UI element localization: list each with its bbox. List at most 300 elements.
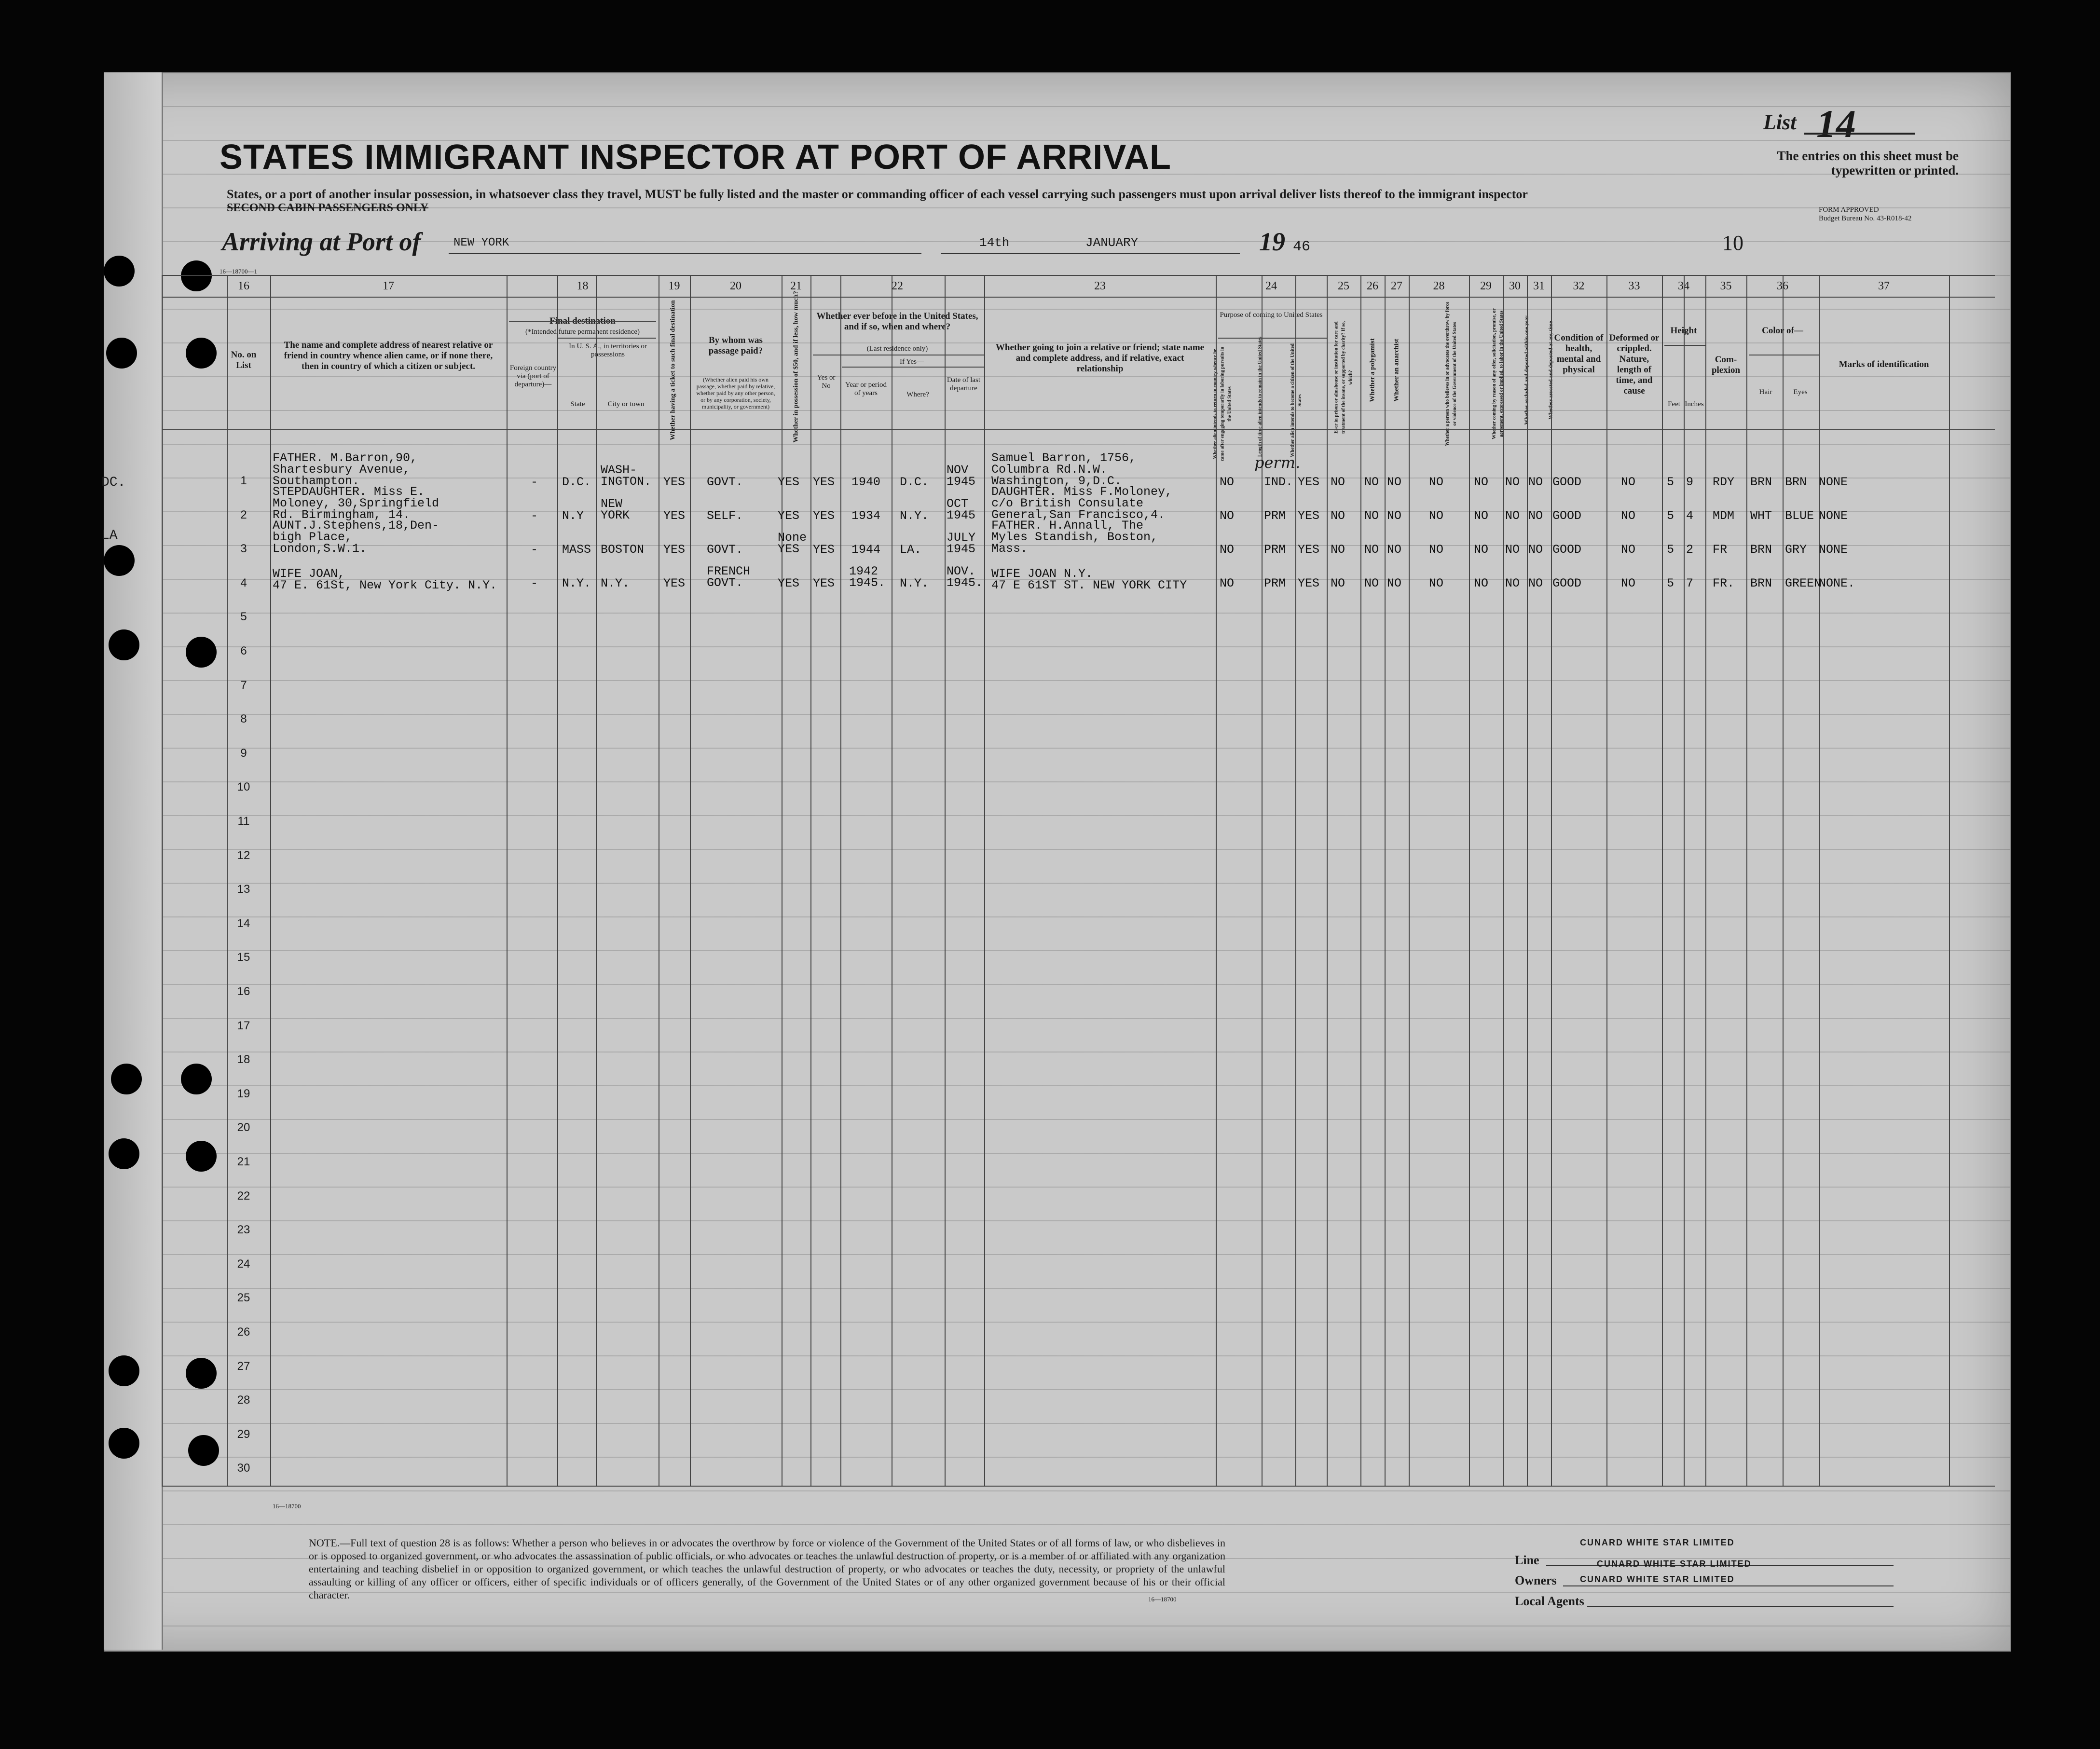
- header-eyes: Eyes: [1793, 388, 1808, 396]
- grid-vline: [1360, 275, 1361, 1486]
- header-anarchist: Whether an anarchist: [1393, 339, 1400, 402]
- grid-vline: [1949, 275, 1950, 1486]
- relative-address: Rd. Birmingham, 14.: [273, 508, 411, 522]
- destination-state: N.Y: [562, 509, 584, 523]
- join-relative: Washington, 9,D.C.: [991, 474, 1122, 488]
- row-number: 14: [237, 916, 250, 930]
- punch-hole: [186, 637, 217, 668]
- excluded-value: NO: [1505, 509, 1520, 523]
- foreign-country: -: [531, 475, 538, 489]
- col-num: 36: [1777, 280, 1788, 292]
- fifty-dollars: YES: [778, 542, 800, 556]
- grid-subline: [842, 367, 984, 368]
- grid-vline: [690, 275, 691, 1486]
- height-feet: 5: [1667, 576, 1675, 590]
- join-relative: Samuel Barron, 1756,: [991, 451, 1137, 465]
- row-number: 9: [240, 746, 247, 760]
- header-foreign-country: Foreign country via (port of departure)—: [509, 364, 557, 388]
- year-prefix: 19: [1259, 227, 1285, 256]
- hair-value: BRN: [1750, 576, 1772, 590]
- col-num: 29: [1480, 280, 1492, 292]
- marks-value: NONE: [1819, 475, 1848, 489]
- before-us: YES: [813, 543, 835, 557]
- relative-address: FATHER. M.Barron,90,: [273, 451, 418, 465]
- destination-state: MASS: [562, 543, 591, 557]
- header-complexion: Com-plexion: [1711, 355, 1741, 375]
- col-num: 25: [1338, 280, 1349, 292]
- relative-address: London,S.W.1.: [273, 542, 367, 556]
- join-relative: FATHER. H.Annall, The: [991, 519, 1144, 533]
- col-num: 35: [1720, 280, 1732, 292]
- complexion-value: MDM: [1713, 509, 1735, 523]
- row-number: 3: [240, 542, 247, 556]
- col-num: 20: [730, 280, 741, 292]
- row-number: 30: [237, 1462, 250, 1475]
- punch-hole: [186, 338, 217, 369]
- page-title: STATES IMMIGRANT INSPECTOR AT PORT OF ARRIVAL: [220, 138, 1171, 177]
- grid-subline: [509, 321, 656, 322]
- col-num: 19: [668, 280, 680, 292]
- grid-vline: [1469, 275, 1470, 1486]
- punch-hole: [111, 1064, 142, 1094]
- punch-hole: [104, 256, 135, 287]
- punch-hole: [186, 1358, 217, 1389]
- row-number: 13: [237, 883, 250, 896]
- header-arrested: Whether arrested and deported at any time: [1548, 321, 1554, 420]
- header-passage: By whom was passage paid?: [708, 335, 763, 356]
- row-number: 5: [240, 610, 247, 624]
- row-number: 19: [237, 1087, 250, 1100]
- row-number: 11: [237, 815, 250, 828]
- row-number: 12: [237, 848, 250, 862]
- foreign-country: -: [531, 509, 538, 523]
- col-num: 37: [1878, 280, 1890, 292]
- ticket-value: YES: [663, 576, 686, 590]
- line-label: Line: [1515, 1553, 1539, 1567]
- destination-city: NEW: [601, 497, 623, 511]
- col-num: 27: [1391, 280, 1402, 292]
- entries-note: The entries on this sheet must be typewritten or printed.: [1777, 149, 1959, 178]
- destination-city: N.Y.: [601, 576, 630, 590]
- list-number: 14: [1816, 102, 1856, 146]
- row-number: 8: [240, 712, 247, 726]
- complexion-value: RDY: [1713, 475, 1735, 489]
- col-num: 30: [1509, 280, 1521, 292]
- binding-strip: [104, 72, 163, 1650]
- header-purpose-a: Whether alien intends to return to country whence he came after engaging temporarily in laboring pursuits in the United States: [1212, 346, 1233, 462]
- grid-vline: [507, 275, 508, 1486]
- punch-hole: [109, 629, 139, 660]
- punch-hole: [181, 260, 212, 291]
- deformed-value: NO: [1621, 576, 1636, 590]
- destination-city: INGTON.: [601, 475, 652, 489]
- eyes-value: BRN: [1785, 475, 1807, 489]
- hair-value: BRN: [1750, 475, 1772, 489]
- row-number: 16: [237, 985, 250, 998]
- passage-paid: SELF.: [707, 509, 743, 523]
- margin-note-row-3: LA: [101, 528, 118, 543]
- owners-label: Owners: [1515, 1573, 1557, 1587]
- header-color-of: Color of—: [1762, 326, 1803, 336]
- grid-hline: [162, 297, 1995, 298]
- grid-vline: [1705, 275, 1706, 1486]
- destination-city: YORK: [601, 508, 630, 522]
- owners-underline: [1563, 1585, 1894, 1586]
- arrested-value: NO: [1528, 475, 1543, 489]
- polygamist-value: NO: [1364, 576, 1379, 590]
- company-stamp-line: CUNARD WHITE STAR LIMITED: [1597, 1559, 1752, 1569]
- height-inches: 9: [1686, 475, 1694, 489]
- header-purpose: Purpose of coming to United States: [1220, 311, 1323, 319]
- grid-vline: [596, 275, 597, 1486]
- deformed-value: NO: [1621, 509, 1636, 523]
- departure-date: NOV.: [947, 564, 976, 578]
- grid-subline: [1218, 338, 1327, 339]
- grid-vline: [1606, 275, 1607, 1486]
- departure-date: 1945.: [947, 576, 983, 590]
- prison-value: NO: [1331, 543, 1345, 557]
- arrested-value: NO: [1528, 543, 1543, 557]
- foreign-country: -: [531, 543, 538, 557]
- arrested-value: NO: [1528, 509, 1543, 523]
- grid-vline: [162, 275, 163, 1486]
- grid-vline: [1385, 275, 1386, 1486]
- row-number: 27: [237, 1359, 250, 1373]
- row-number: 1: [240, 474, 247, 487]
- marks-value: NONE: [1819, 509, 1848, 523]
- header-before-us: Whether ever before in the United States, and if so, when and where?: [816, 311, 978, 332]
- relative-address: STEPDAUGHTER. Miss E.: [273, 485, 425, 499]
- grid-hline: [162, 429, 1995, 430]
- arriving-label: Arriving at Port of: [222, 227, 421, 256]
- header-last-residence: (Last residence only): [866, 345, 928, 353]
- labor-value: NO: [1474, 509, 1489, 523]
- anarchist-value: NO: [1387, 509, 1402, 523]
- purpose-citizen: YES: [1298, 509, 1320, 523]
- destination-state: D.C.: [562, 475, 591, 489]
- year-period: 1934: [851, 509, 881, 523]
- agents-underline: [1587, 1606, 1894, 1607]
- complexion-value: FR: [1713, 543, 1728, 557]
- before-us: YES: [813, 509, 835, 523]
- header-height: Height: [1670, 326, 1697, 336]
- complexion-value: FR.: [1713, 576, 1735, 590]
- fifty-dollars: None: [778, 531, 807, 545]
- join-relative: Myles Standish, Boston,: [991, 530, 1158, 544]
- destination-city: WASH-: [601, 463, 637, 477]
- ticket-value: YES: [663, 475, 686, 489]
- labor-value: NO: [1474, 475, 1489, 489]
- fifty-dollars: YES: [778, 509, 800, 523]
- footer-note: NOTE.—Full text of question 28 is as follows: Whether a person who believes in or advocates the overthrow by force or violence of the Government of the United States or of all forms of law, or who disbelieves in or is opposed to organized government, or who advocates the assassination of public officials, or who advocates or teaches the unlawful destruction of property, or is a member of or affiliated with any organization entertaining and teaching disbelief in or opposition to organized government, or which teaches the unlawful destruction of property, or who advocates or teaches the duty, necessity, or propriety of the unlawful assaulting or killing of any officer or officers, either of specific individuals or of officers generally, of the Government of the United States or of any other organized government because of his or their official character.: [309, 1537, 1225, 1601]
- punch-hole: [106, 338, 137, 369]
- header-prison: Ever in prison or almshouse or institution for care and treatment of the insane, or supported by charity? If so, which?: [1333, 321, 1354, 434]
- punch-hole: [109, 1428, 139, 1459]
- height-feet: 5: [1667, 475, 1675, 489]
- header-passage-note: (Whether alien paid his own passage, whether paid by relative, whether paid by any other person, or by any corporation, society, municipality, or government): [696, 376, 775, 410]
- punch-hole: [186, 1141, 217, 1172]
- departure-date: 1945: [947, 508, 976, 522]
- list-label: List: [1763, 110, 1797, 134]
- purpose-citizen: YES: [1298, 543, 1320, 557]
- health-value: GOOD: [1552, 509, 1582, 523]
- eyes-value: GREEN: [1785, 576, 1822, 590]
- instruction-text: States, or a port of another insular possession, in whatsoever class they travel, MUST be fully listed and the master or commanding officer of each vessel carrying such passengers must upon arrival deliver lists thereof to the immigrant inspector: [227, 187, 1528, 201]
- header-excluded: Whether excluded and deported within one year: [1524, 315, 1530, 425]
- ticket-value: YES: [663, 543, 686, 557]
- height-inches: 7: [1686, 576, 1694, 590]
- form-approved: [1819, 205, 1963, 223]
- relative-address: WIFE JOAN,: [273, 567, 345, 581]
- relative-address: Southampton.: [273, 474, 360, 488]
- punch-hole: [109, 1355, 139, 1386]
- header-possession-50: Whether in possession of $50, and if less, how much?: [792, 291, 800, 443]
- health-value: GOOD: [1552, 543, 1582, 557]
- grid-vline: [1551, 275, 1552, 1486]
- col-num: 18: [576, 280, 589, 292]
- grid-vline: [1409, 275, 1410, 1486]
- row-number: 23: [237, 1223, 250, 1237]
- anarchist-value: NO: [1387, 475, 1402, 489]
- grid-vline: [557, 275, 558, 1486]
- header-marks: Marks of identification: [1839, 359, 1929, 369]
- grid-vline: [840, 275, 841, 1486]
- grid-vline: [1216, 275, 1217, 1486]
- grid-vline: [1746, 275, 1747, 1486]
- foreign-country: -: [531, 576, 538, 590]
- budget-bureau: Budget Bureau No. 43-R018-42: [1819, 215, 1912, 222]
- header-purpose-b: Length of time alien intends to remain in the United States: [1257, 336, 1263, 457]
- year-period: 1940: [851, 475, 881, 489]
- grid-vline: [1819, 275, 1820, 1486]
- purpose-return: NO: [1220, 509, 1235, 523]
- note-code: 16—18700: [1148, 1596, 1177, 1603]
- punch-hole: [104, 545, 135, 576]
- prison-value: NO: [1331, 576, 1345, 590]
- header-condition: Condition of health, mental and physical: [1554, 333, 1604, 375]
- header-ticket: Whether having a ticket to such final destination: [669, 300, 677, 440]
- col-num: 21: [790, 280, 802, 292]
- eyes-value: BLUE: [1785, 509, 1814, 523]
- excluded-value: NO: [1505, 576, 1520, 590]
- header-date-departure: Date of last departure: [947, 376, 981, 392]
- col-num: 26: [1367, 280, 1378, 292]
- where-value: N.Y.: [900, 576, 929, 590]
- polygamist-value: NO: [1364, 475, 1379, 489]
- purpose-return: NO: [1220, 475, 1235, 489]
- anarchist-value: NO: [1387, 576, 1402, 590]
- passage-paid: FRENCH: [707, 564, 751, 578]
- departure-date: 1945: [947, 542, 976, 556]
- fifty-dollars: YES: [778, 475, 800, 489]
- arrested-value: NO: [1528, 576, 1543, 590]
- header-purpose-c: Whether alien intends to become a citizen of the United States: [1290, 343, 1303, 457]
- row-number: 4: [240, 576, 247, 589]
- purpose-length: PRM: [1264, 509, 1286, 523]
- grid-subline: [557, 338, 656, 339]
- header-final-destination: Final destination: [549, 316, 616, 326]
- departure-date: NOV: [947, 463, 969, 477]
- header-hair: Hair: [1759, 388, 1772, 396]
- join-relative: General,San Francisco,4.: [991, 508, 1166, 522]
- row-number: 18: [237, 1053, 250, 1066]
- row-number: 21: [237, 1155, 250, 1168]
- header-in-usa: In U. S. A., in territories or possessions: [569, 342, 647, 358]
- marks-value: NONE: [1819, 543, 1848, 557]
- header-city: City or town: [607, 400, 645, 408]
- prison-value: NO: [1331, 509, 1345, 523]
- overthrow-value: NO: [1429, 509, 1444, 523]
- join-relative: DAUGHTER. Miss F.Moloney,: [991, 485, 1173, 499]
- header-inches: Inches: [1685, 400, 1704, 408]
- deformed-value: NO: [1621, 543, 1636, 557]
- purpose-return: NO: [1220, 576, 1235, 590]
- relative-address: 47 E. 61St, New York City. N.Y.: [273, 578, 497, 592]
- header-join-relative: Whether going to join a relative or friend; state name and complete address, and if relative, exact relationship: [995, 342, 1205, 374]
- row-number: 22: [237, 1189, 250, 1202]
- departure-date: JULY: [947, 531, 976, 545]
- header-relative: The name and complete address of nearest relative or friend in country whence alien came, or if none there, then in country of which a citizen or subject.: [284, 340, 493, 371]
- header-overthrow: Whether a person who believes in or advocates the overthrow by force or violence of the Government of the United States: [1445, 301, 1457, 446]
- header-year-period: Year or period of years: [845, 381, 887, 397]
- handwritten-note: perm.: [1254, 453, 1301, 472]
- manifest-sheet: [104, 72, 2011, 1652]
- col-num: 28: [1433, 280, 1445, 292]
- grid-hline: [162, 1486, 1995, 1487]
- col-num: 16: [238, 280, 249, 292]
- margin-note-row-1: DC.: [101, 475, 126, 490]
- purpose-citizen: YES: [1298, 576, 1320, 590]
- list-underline: [1804, 133, 1915, 135]
- departure-date: OCT: [947, 497, 969, 511]
- header-final-destination-note: (*Intended future permanent residence): [525, 328, 640, 336]
- header-state: State: [570, 400, 585, 408]
- col-num: 17: [383, 280, 394, 292]
- company-stamp-owners: CUNARD WHITE STAR LIMITED: [1580, 1574, 1735, 1584]
- date-month: JANUARY: [1085, 235, 1139, 250]
- grid-vline: [1783, 275, 1784, 1486]
- row-number: 29: [237, 1427, 250, 1441]
- col-num: 34: [1678, 280, 1689, 292]
- row-number: 6: [240, 644, 247, 657]
- passage-paid: GOVT.: [707, 576, 743, 590]
- before-us: YES: [813, 576, 835, 590]
- before-us: YES: [813, 475, 835, 489]
- company-stamp-top: CUNARD WHITE STAR LIMITED: [1580, 1538, 1735, 1547]
- port-value: NEW YORK: [453, 236, 509, 249]
- row-number: 20: [237, 1121, 250, 1134]
- join-relative: Mass.: [991, 542, 1028, 556]
- purpose-citizen: YES: [1298, 475, 1320, 489]
- destination-city: BOSTON: [601, 543, 645, 557]
- join-relative: 47 E 61ST ST. NEW YORK CITY: [991, 578, 1187, 592]
- header-deformed: Deformed or crippled. Nature, length of time, and cause: [1609, 333, 1660, 396]
- excluded-value: NO: [1505, 543, 1520, 557]
- join-relative: WIFE JOAN N.Y.: [991, 567, 1093, 581]
- passage-paid: GOVT.: [707, 543, 743, 557]
- height-feet: 5: [1667, 543, 1675, 557]
- ticket-value: YES: [663, 509, 686, 523]
- local-agents-label: Local Agents: [1515, 1594, 1584, 1608]
- relative-address: AUNT.J.Stephens,18,Den-: [273, 519, 439, 533]
- header-polygamist: Whether a polygamist: [1369, 338, 1376, 402]
- where-value: D.C.: [900, 475, 929, 489]
- height-inches: 2: [1686, 543, 1694, 557]
- row-number: 25: [237, 1291, 250, 1305]
- labor-value: NO: [1474, 543, 1489, 557]
- col-num: 24: [1265, 280, 1277, 292]
- header-feet: Feet: [1668, 400, 1680, 408]
- where-value: N.Y.: [900, 509, 929, 523]
- deformed-value: NO: [1621, 475, 1636, 489]
- grid-hline: [162, 275, 1995, 276]
- overthrow-value: NO: [1429, 543, 1444, 557]
- grid-vline: [270, 275, 271, 1486]
- grid-vline: [810, 275, 811, 1486]
- eyes-value: GRY: [1785, 543, 1807, 557]
- grid-subline: [1664, 345, 1705, 346]
- relative-address: Shartesbury Avenue,: [273, 463, 411, 477]
- departure-date: 1945: [947, 475, 976, 489]
- header-no-on-list: No. on List: [231, 350, 257, 370]
- grid-vline: [984, 275, 985, 1486]
- row-number: 15: [237, 951, 250, 964]
- passage-paid: GOVT.: [707, 475, 743, 489]
- health-value: GOOD: [1552, 475, 1582, 489]
- height-feet: 5: [1667, 509, 1675, 523]
- punch-hole: [188, 1435, 219, 1466]
- row-number: 26: [237, 1325, 250, 1339]
- grid-vline: [1327, 275, 1328, 1486]
- polygamist-value: NO: [1364, 509, 1379, 523]
- labor-value: NO: [1474, 576, 1489, 590]
- date-day: 14th: [979, 235, 1010, 250]
- header-labor: Whether coming by reason of any offer, solicitation, promise, or agreement, expressed or implied, to labor in the United States: [1492, 308, 1504, 439]
- date-underline: [941, 253, 1240, 254]
- header-where: Where?: [906, 391, 929, 398]
- punch-hole: [181, 1064, 212, 1094]
- form-approved-label: FORM APPROVED: [1819, 206, 1879, 214]
- health-value: GOOD: [1552, 576, 1582, 590]
- grid-vline: [945, 275, 946, 1486]
- overthrow-value: NO: [1429, 576, 1444, 590]
- row-number: 28: [237, 1394, 250, 1407]
- grid-vline: [1503, 275, 1504, 1486]
- port-underline: [449, 253, 921, 254]
- excluded-value: NO: [1505, 475, 1520, 489]
- year-period: 1944: [851, 543, 881, 557]
- purpose-length: IND.: [1264, 475, 1293, 489]
- col-num: 22: [892, 280, 903, 292]
- punch-hole: [109, 1138, 139, 1169]
- row-number: 2: [240, 508, 247, 521]
- grid-vline: [1662, 275, 1663, 1486]
- col-num: 32: [1573, 280, 1585, 292]
- form-code: 16—18700—1: [220, 268, 257, 275]
- purpose-length: PRM: [1264, 576, 1286, 590]
- bottom-code: 16—18700: [273, 1503, 301, 1510]
- row-number: 24: [237, 1257, 250, 1271]
- grid-vline: [1527, 275, 1528, 1486]
- join-relative: Columbra Rd.N.W.: [991, 463, 1108, 477]
- relative-address: Moloney, 30,Springfield: [273, 496, 439, 510]
- corner-number: 10: [1722, 231, 1743, 255]
- hair-value: BRN: [1750, 543, 1772, 557]
- relative-address: bigh Place,: [273, 530, 353, 544]
- where-value: LA.: [900, 543, 922, 557]
- purpose-length: PRM: [1264, 543, 1286, 557]
- join-relative: c/o British Consulate: [991, 496, 1144, 510]
